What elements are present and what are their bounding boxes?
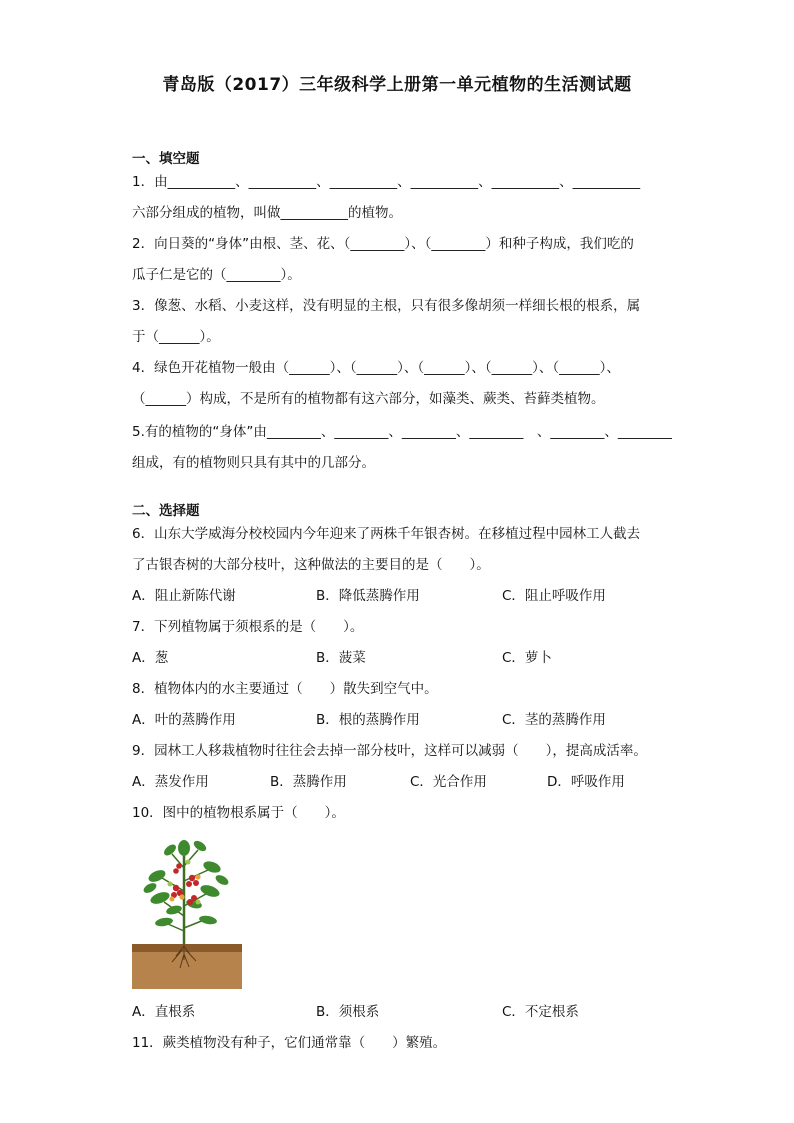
q2-line-1: 2．向日葵的“身体”由根、茎、花、（________）、（________）和种子构成，我们吃的 <box>132 236 634 252</box>
q7-text: 7．下列植物属于须根系的是（ ）。 <box>132 619 364 635</box>
q10-option-c: C．不定根系 <box>502 1004 579 1020</box>
q8-option-a: A．叶的蒸腾作用 <box>132 712 236 728</box>
q8-option-c: C．茎的蒸腾作用 <box>502 712 606 728</box>
q8-option-b: B．根的蒸腾作用 <box>316 712 420 728</box>
q5-line-2: 组成，有的植物则只具有其中的几部分。 <box>132 455 375 471</box>
q6-option-b: B．降低蒸腾作用 <box>316 588 420 604</box>
q4-line-2: （______）构成，不是所有的植物都有这六部分，如藻类、蕨类、苔藓类植物。 <box>132 391 605 407</box>
q6-line-2: 了古银杏树的大部分枝叶，这种做法的主要目的是（ ）。 <box>132 557 490 573</box>
q7-option-b: B．菠菜 <box>316 650 366 666</box>
q2-line-2: 瓜子仁是它的（________）。 <box>132 267 301 283</box>
q6-option-c: C．阻止呼吸作用 <box>502 588 606 604</box>
q6-option-a: A．阻止新陈代谢 <box>132 588 236 604</box>
page-title: 青岛版（2017）三年级科学上册第一单元植物的生活测试题 <box>162 75 632 95</box>
section-heading-choice: 二、选择题 <box>132 503 200 519</box>
q9-option-c: C．光合作用 <box>410 774 487 790</box>
q9-text: 9．园林工人移栽植物时往往会去掉一部分枝叶，这样可以减弱（ ），提高成活率。 <box>132 743 647 759</box>
q3-line-2: 于（______）。 <box>132 329 220 345</box>
q10-text: 10．图中的植物根系属于（ ）。 <box>132 805 345 821</box>
q9-option-a: A．蒸发作用 <box>132 774 209 790</box>
q9-option-d: D．呼吸作用 <box>547 774 625 790</box>
q5-line-1: 5.有的植物的“身体”由________、________、________、________ 、________、________ <box>132 424 672 440</box>
section-heading-fill-blank: 一、填空题 <box>132 151 200 167</box>
q7-option-a: A．葱 <box>132 650 169 666</box>
q1-line-2: 六部分组成的植物，叫做__________的植物。 <box>132 205 402 221</box>
q9-option-b: B．蒸腾作用 <box>270 774 347 790</box>
q1-line-1: 1．由__________、__________、__________、__________、__________、__________ <box>132 174 641 190</box>
q8-text: 8．植物体内的水主要通过（ ）散失到空气中。 <box>132 681 438 697</box>
q3-line-1: 3．像葱、水稻、小麦这样，没有明显的主根，只有很多像胡须一样细长根的根系，属 <box>132 298 641 314</box>
q6-line-1: 6．山东大学威海分校校园内今年迎来了两株千年银杏树。在移植过程中园林工人截去 <box>132 526 641 542</box>
q10-option-a: A．直根系 <box>132 1004 196 1020</box>
q10-option-b: B．须根系 <box>316 1004 380 1020</box>
tomato-plant-with-roots-icon <box>132 836 242 989</box>
q11-text: 11．蕨类植物没有种子，它们通常靠（ ）繁殖。 <box>132 1035 447 1051</box>
q4-line-1: 4．绿色开花植物一般由（______）、（______）、（______）、（______）、（______）、 <box>132 360 620 376</box>
q7-option-c: C．萝卜 <box>502 650 552 666</box>
